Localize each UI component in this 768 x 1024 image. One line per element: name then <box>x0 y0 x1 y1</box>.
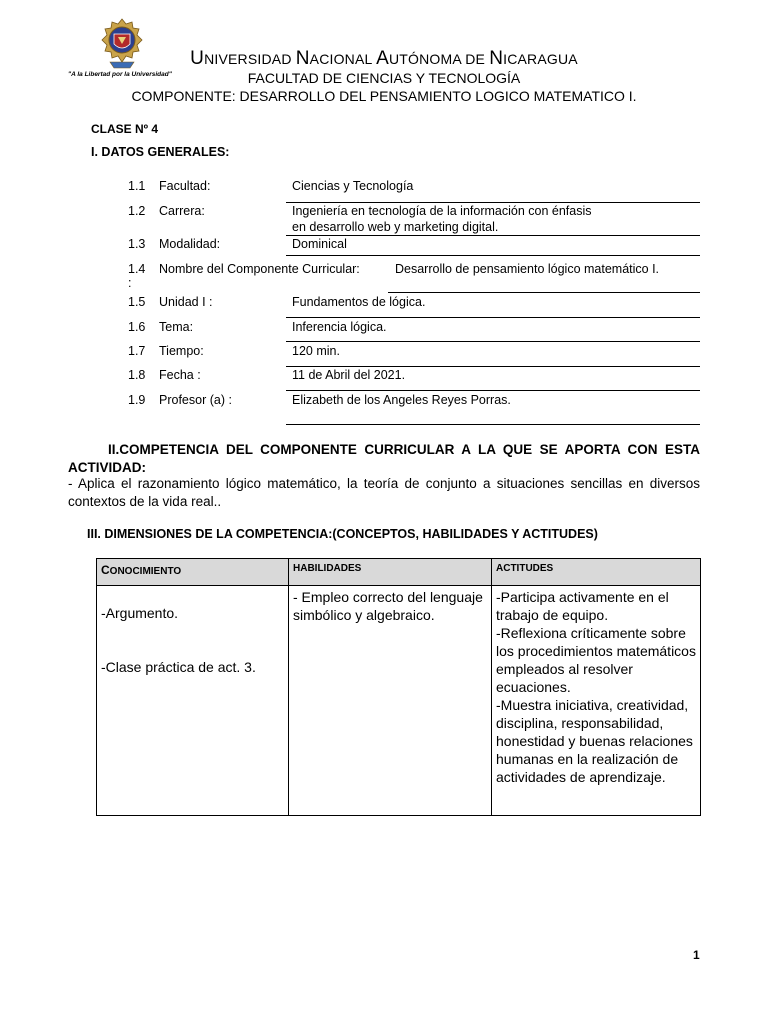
item-value-line2: en desarrollo web y marketing digital. <box>292 220 499 234</box>
item-value: Dominical <box>292 237 347 251</box>
actitud-item: -Participa activamente en el trabajo de equipo. <box>496 589 669 623</box>
section2-title: II.COMPETENCIA DEL COMPONENTE CURRICULAR A LA QUE SE APORTA CON ESTA ACTIVIDAD: <box>68 442 700 475</box>
section2-text: - Aplica el razonamiento lógico matemático, la teoría de conjunto a situaciones sencillas en diversos contextos de la vida real.. <box>68 476 700 509</box>
underline <box>286 341 700 342</box>
university-name <box>0 48 768 70</box>
cell-habilidades <box>289 586 492 816</box>
item-number: 1.1 <box>128 179 146 193</box>
university-cap-4: N <box>489 48 504 69</box>
item-label: Nombre del Componente Curricular: <box>159 262 360 276</box>
underline <box>286 424 700 425</box>
item-number: 1.8 <box>128 368 146 382</box>
habilidades-text: - Empleo correcto del lenguaje simbólico y algebraico. <box>293 589 483 623</box>
item-label: Carrera: <box>159 204 205 218</box>
item-number: 1.2 <box>128 204 146 218</box>
university-cap-2: N <box>295 48 310 69</box>
item-label: Unidad I : <box>159 295 213 309</box>
underline <box>286 317 700 318</box>
item-number: 1.3 <box>128 237 146 251</box>
item-label: Tema: <box>159 320 194 334</box>
university-cap-3: A <box>376 48 389 69</box>
component-title: COMPONENTE: DESARROLLO DEL PENSAMIENTO LOGICO MATEMATICO I. <box>131 88 637 104</box>
item-label: Modalidad: <box>159 237 221 251</box>
competency-table <box>96 558 701 816</box>
item-value: Ingeniería en tecnología de la información con énfasis <box>292 204 592 218</box>
underline <box>286 390 700 391</box>
item-value: Desarrollo de pensamiento lógico matemático I. <box>395 262 660 276</box>
underline <box>286 202 700 203</box>
header-habilidades: HABILIDADES <box>289 559 492 586</box>
underline <box>286 255 700 256</box>
actitud-item: -Muestra iniciativa, creatividad, disciplina, responsabilidad, honestidad y buenas relaciones humanas en la realización de actividades de aprendizaje. <box>496 697 693 785</box>
header-actitudes: ACTITUDES <box>492 559 701 586</box>
item-value: 11 de Abril del 2021. <box>292 368 406 382</box>
header-conocimiento <box>97 559 289 586</box>
item-label: Tiempo: <box>159 344 204 358</box>
conocimiento-item: -Argumento. <box>101 605 179 621</box>
underline <box>286 366 700 367</box>
item-number: 1.4 <box>128 262 146 276</box>
logo-motto: "A la Libertad por la Universidad" <box>68 71 172 78</box>
item-value: Fundamentos de lógica. <box>292 295 426 309</box>
cell-conocimiento <box>97 586 289 816</box>
faculty-title: FACULTAD DE CIENCIAS Y TECNOLOGÍA <box>247 70 521 86</box>
section3-title: III. DIMENSIONES DE LA COMPETENCIA:(CONCEPTOS, HABILIDADES Y ACTITUDES) <box>87 527 598 541</box>
item-label: Profesor (a) : <box>159 393 232 407</box>
section1-title: I. DATOS GENERALES: <box>91 145 230 159</box>
university-rest-1: NIVERSIDAD <box>204 51 296 67</box>
item-number: 1.5 <box>128 295 146 309</box>
class-number: CLASE Nº 4 <box>91 122 159 136</box>
university-rest-3: UTÓNOMA DE <box>388 51 490 67</box>
actitud-item: -Reflexiona críticamente sobre los procedimientos matemáticos empleados al resolver ecuaciones. <box>496 625 696 695</box>
page-number: 1 <box>693 948 700 962</box>
header-cap: C <box>101 563 110 577</box>
university-rest-2: ACIONAL <box>309 51 377 67</box>
item-value: Elizabeth de los Angeles Reyes Porras. <box>292 393 511 407</box>
item-label: Facultad: <box>159 179 211 193</box>
header-rest: ONOCIMIENTO <box>109 566 182 577</box>
item-value: Inferencia lógica. <box>292 320 387 334</box>
item-value: Ciencias y Tecnología <box>292 179 414 193</box>
conocimiento-item: -Clase práctica de act. 3. <box>101 659 256 675</box>
item-number: 1.9 <box>128 393 146 407</box>
item-value: 120 min. <box>292 344 340 358</box>
item-number: 1.7 <box>128 344 146 358</box>
underline <box>286 235 700 236</box>
university-cap-1: U <box>190 48 205 69</box>
cell-actitudes <box>492 586 701 816</box>
university-rest-4: ICARAGUA <box>503 51 578 67</box>
item-number: 1.6 <box>128 320 146 334</box>
underline <box>388 292 700 293</box>
item-label: Fecha : <box>159 368 201 382</box>
item-extra-colon: : <box>128 276 132 290</box>
